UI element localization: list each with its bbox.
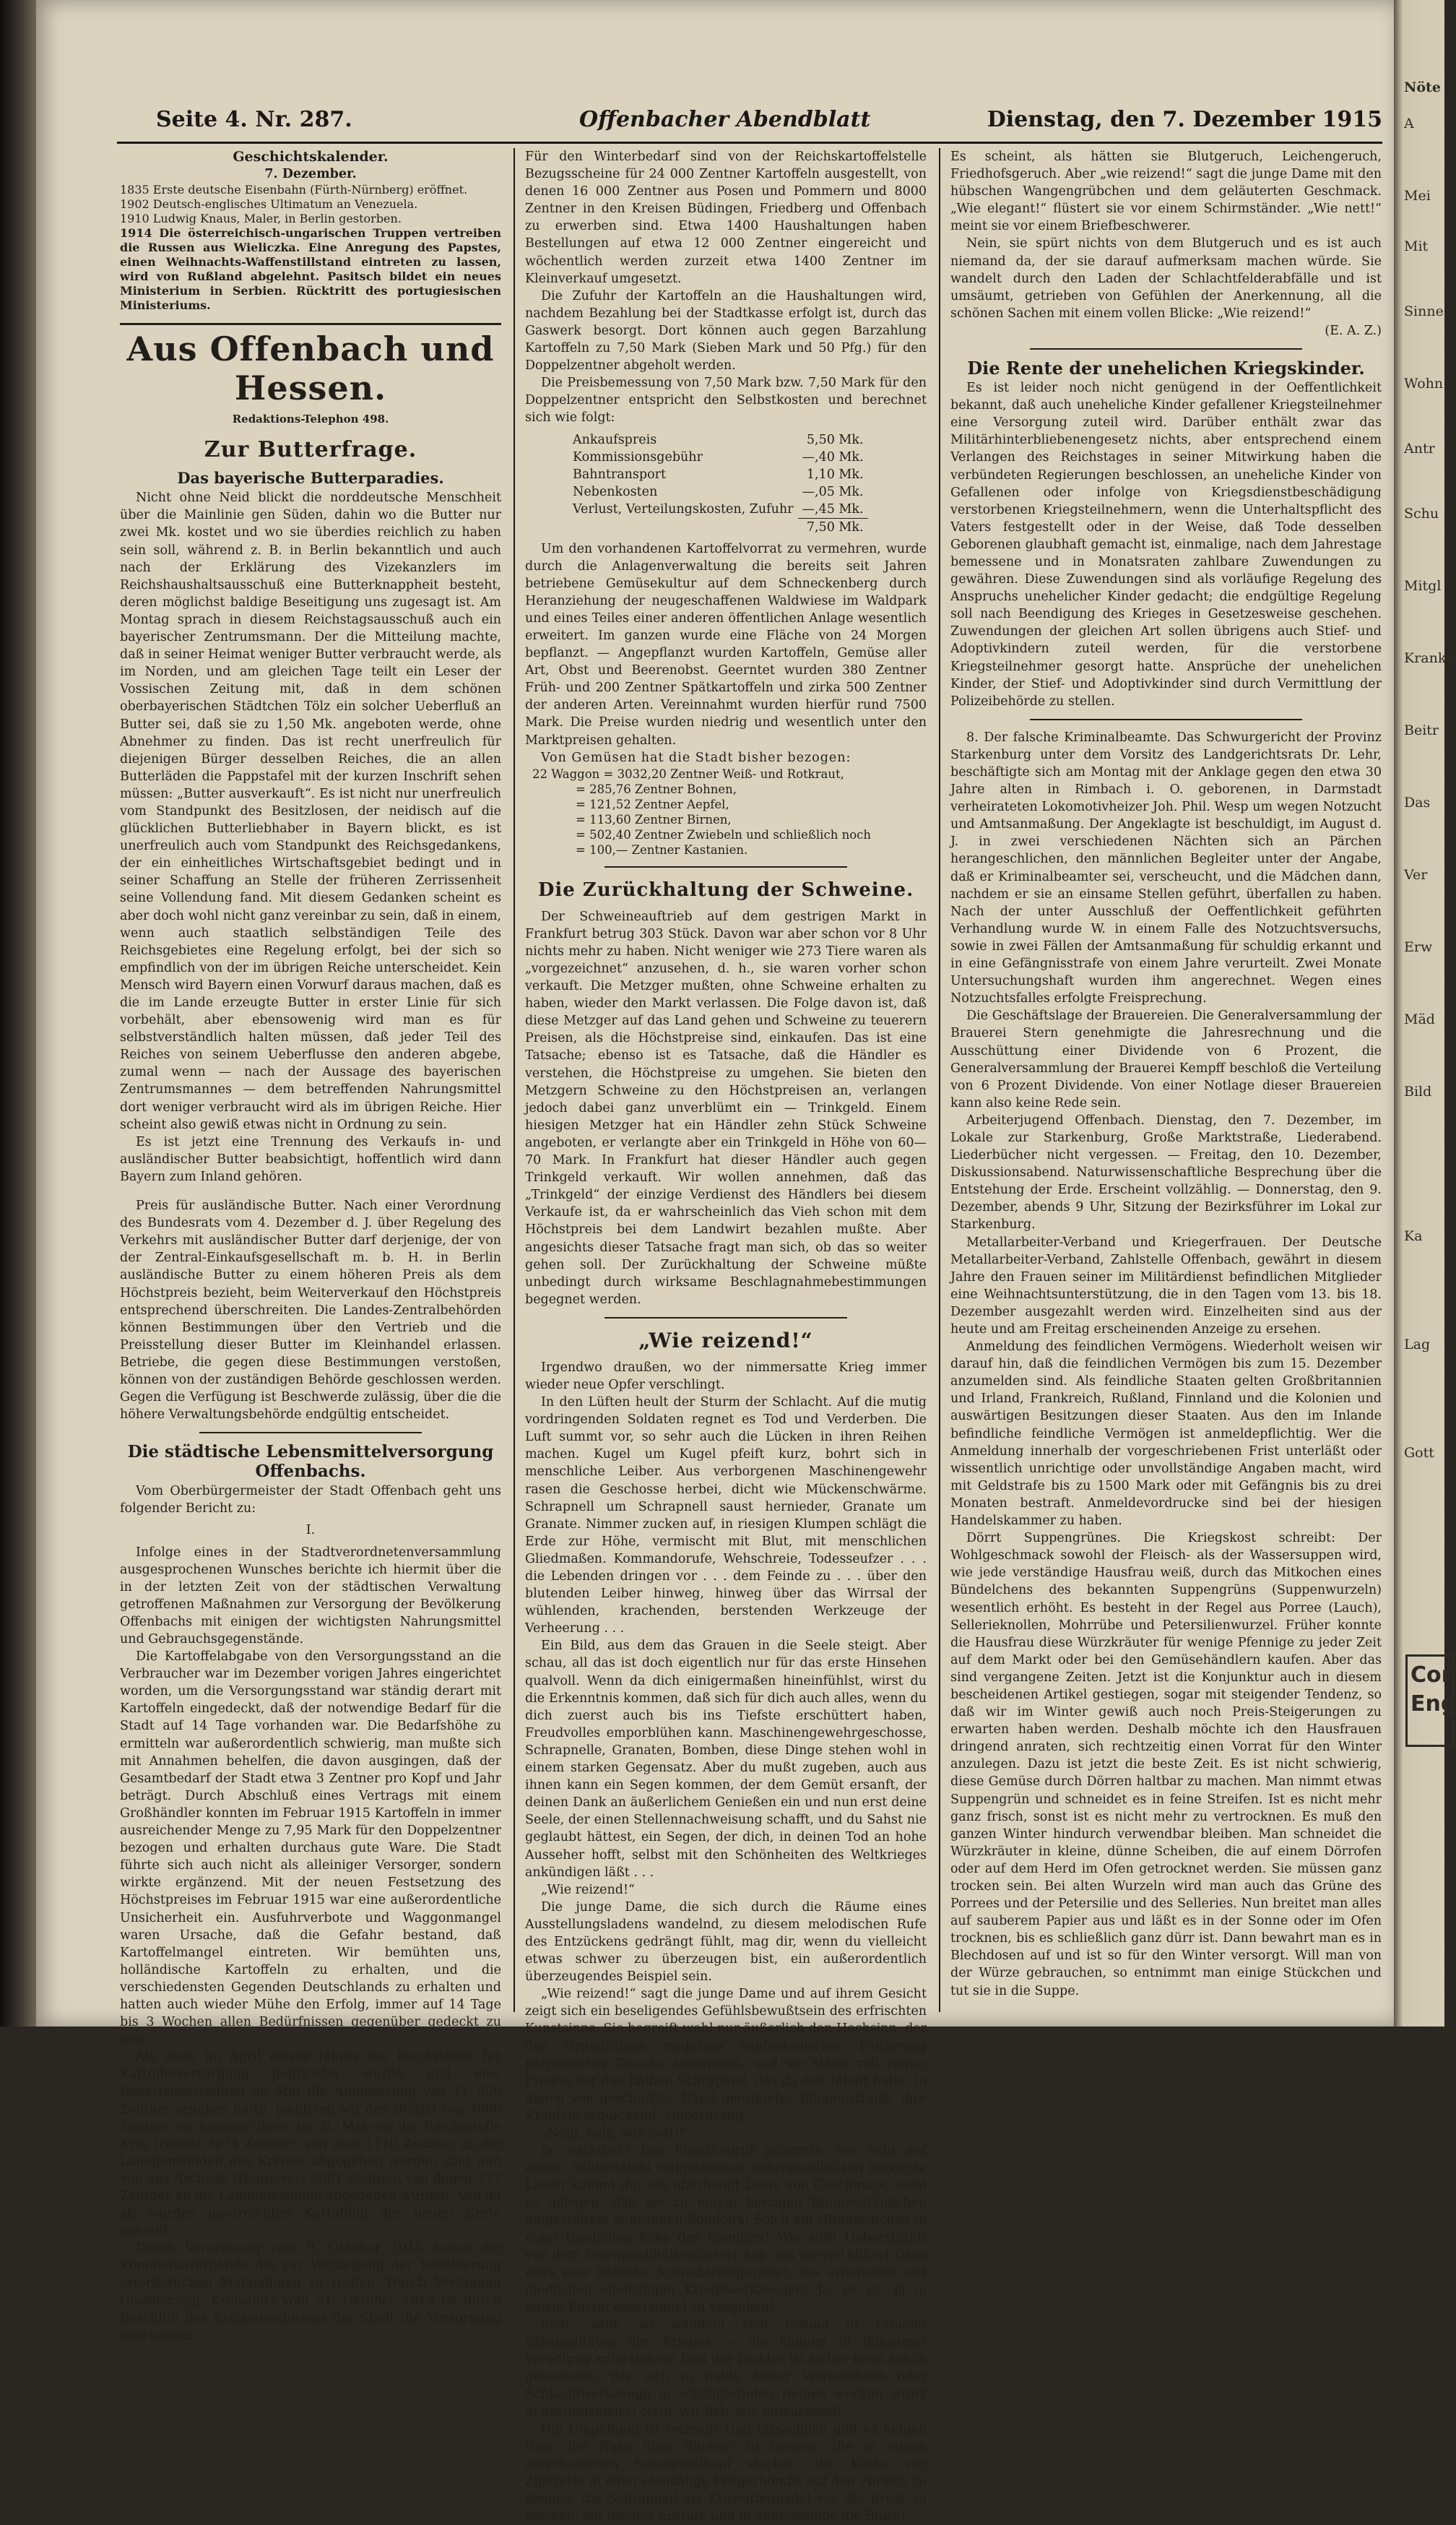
adjacent-page-edge — [1394, 0, 1456, 2027]
local-notice: Metallarbeiter-Verband und Kriegerfrauen. Der Deutsche Metallarbeiter-Verband, Zahlstelle Offenbach, gewährt in diesem Jahre den Frauen seiner im Militärdienst befindlichen Mitglieder eine Weihnachtsunterstützung, die in den Tagen vom 13. bis 18. Dezember ausgezahlt werden wird. Einzelheiten sind aus der heute und am Freitag erscheinenden Anzeige zu ersehen. — [950, 1235, 1382, 1337]
list-item: = 285,76 Zentner Bohnen, — [576, 782, 737, 796]
calendar-entry: 1914 Die österreichisch-ungarischen Truppen vertreiben die Russen aus Wieliczka. Eine Anregung des Papstes, einen Weihnachts-Waffenstillstand eintreten zu lassen, wird von Rußland abgelehnt. Pasitsch bildet ein neues Ministerium in Serbien. Rücktritt des portugiesischen Ministeriums. — [120, 226, 501, 313]
article-paragraph: Die junge Dame, die sich durch die Räume eines Ausstellungsladens wandelnd, zu diesem melodischen Rufe des Entzückens gedrängt fühlt, mag dir, wenn du vielleicht etwas schwer zu überzeugen bist, ein außerordentlich überzeugendes Beispiel sein. — [525, 1899, 927, 1985]
ad-text: Eng — [1410, 1691, 1456, 1717]
article-title-lebensmittel: Die städtische Lebensmittelversorgung Offenbachs. — [127, 1442, 494, 1482]
fragment-text: Lag — [1404, 1337, 1431, 1352]
cost-value: —,40 Mk. — [802, 449, 864, 465]
cost-table — [568, 431, 868, 536]
article-divider — [199, 1432, 422, 1433]
table-row — [568, 483, 868, 501]
local-notice: Anmeldung des feindlichen Vermögens. Wiederholt weisen wir darauf hin, daß die feindlichen Vermögen bis zum 15. Dezember anzumelden sind. Als feindliche Staaten gelten Großbritannien und Irland, Frankreich, Rußland, Finnland und die Kolonien und auswärtigen Besitzungen dieser Staaten. Aus den im Inlande befindliche feindliche Vermögen ist anmeldepflichtig. Wer die Anmeldung innerhalb der vorgeschriebenen Frist unterläßt oder wissentlich unrichtige oder unvollständige Angaben macht, wird mit Geldstrafe bis zu 1500 Mark oder mit Gefängnis bis zu drei Monaten bestraft. Anmeldevordrucke sind bei der hiesigen Handelskammer zu haben. — [950, 1339, 1382, 1529]
fragment-text: Das — [1404, 795, 1431, 811]
article-paragraph: Es ist leider noch nicht genügend in der Oeffentlichkeit bekannt, daß auch uneheliche Kinder gefallener Kriegsteilnehmer eine Versorgung zuteil wird. Darüber enthält zwar das Militärhinterbliebenengesetz nichts, aber entsprechend einem Verlangen des Reichstages in seiner Mitwirkung haben die verbündeten Regierungen beschlossen, an uneheliche Kinder von Gefallenen oder infolge von Kriegsdienstbeschädigung verstorbenen Kriegsteilnehmern, wenn die Unterhaltspflicht des Vaters festgestellt oder in der Weise, daß Tode desselben Geborenen glaubhaft gemacht ist, einmalige, nach dem Jahrestage bemessene und in Monatsraten zahlbare Zuwendungen zu gewähren. Diese Zuwendungen sind als vorläufige Regelung des Anspruchs unehelicher Kinder gedacht; die endgültige Regelung soll nach Beendigung des Krieges in Gesetzesweise geschehen. Zuwendungen der gleichen Art sollen übrigens auch Stief- und Adoptivkindern zuteil werden, für die verstorbene Kriegsteilnehmer gesorgt hatte. Ansprüche der unehelichen Kinder, der Stief- und Adoptivkinder sind durch Vermittlung der Polizeibehörde zu stellen. — [950, 381, 1382, 709]
section-title: Aus Offenbach und Hessen. — [126, 329, 495, 408]
cost-value: —,45 Mk. — [802, 501, 864, 517]
fragment-text: Sinne — [1404, 303, 1444, 319]
article-paragraph: Nein, sie spürt nichts von dem Blutgeruch und es ist auch niemand da, der sie darauf aufmerksam machen würde. Sie wandelt durch den Laden der Schlachtfelderabfälle und ist umsäumt, getrieben von Gefühlen der Anerkennung, all die schönen Sachen mit einem vollen Blicke: „Wie reizend!“ — [950, 236, 1382, 321]
fragment-text: Nöte — [1404, 79, 1441, 95]
advertisement-box — [1405, 1654, 1455, 1747]
article-divider — [604, 1317, 847, 1318]
list-item: = 100,— Zentner Kastanien. — [576, 842, 748, 857]
article-paragraph: Ja, natürlich! Der Kunstbegriff geformte, aus acht auf einem Schlachtfeld aufgelesenen Schrapnellhülsen erzeugte Lüster kommt ihr, wie überhaupt Leute von Geschmack, wohl so gelegen, daß sie zu einem herzigen Blumenständchen umgestaltete Schrapnell-Boudoirs! Solch ein Nipptischchen in einer traulichen Ecke des Boudoirs! Wie süß! Ueberstrahlt von dem Schrapnellhülsenlüster! Ach, um wieviel süßer! Dazu etwa eine hübsche Schreibtischgarnitur, aus erhabenen und niedlichen ehemaligen Kriegswerkzeugen! Ja, es ist, ja in einem Entzückenstaumel zu vergehen! — [525, 2144, 927, 2315]
column-divider — [514, 148, 515, 2012]
table-row — [568, 449, 868, 466]
fragment-text: Schu — [1404, 506, 1439, 522]
cost-value: —,05 Mk. — [802, 484, 864, 499]
article-paragraph: Preis für ausländische Butter. Nach einer Verordnung des Bundesrats vom 4. Dezember d. J. über Regelung des Verkehrs mit ausländischer Butter darf derjenige, der von der Zentral-Einkaufsgesellschaft m. b. H. in Berlin ausländische Butter zu einem höheren Preis als dem Höchstpreis bezieht, beim Weiterverkauf den Höchstpreis entsprechend überschreiten. Die Landes-Zentralbehörden können Bestimmungen über den Vertrieb und die Preisstellung dieser Butter im Kleinhandel erlassen. Betriebe, die gegen diese Bestimmungen verstoßen, können von der zuständigen Behörde geschlossen werden. Gegen die Verfügung ist Beschwerde zulässig, über die die höhere Verwaltungsbehörde endgültig entscheidet. — [120, 1199, 501, 1423]
article-paragraph: Von Gemüsen hat die Stadt bisher bezogen: — [541, 750, 852, 765]
fragment-text: Gott — [1404, 1445, 1434, 1461]
calendar-entry: 1835 Erste deutsche Eisenbahn (Fürth-Nürnberg) eröffnet. — [120, 183, 468, 197]
calendar-date: 7. Dezember. — [264, 167, 357, 182]
section-roman-numeral: I. — [306, 1523, 316, 1538]
list-item: = 502,40 Zentner Zwiebeln und schließlich noch — [576, 827, 871, 842]
article-subtitle-butter: Das bayerische Butterparadies. — [177, 469, 444, 488]
fragment-text: A — [1404, 116, 1414, 131]
column-right — [950, 148, 1382, 2016]
section-rule — [120, 323, 501, 325]
cost-total: 7,50 Mk. — [798, 518, 868, 536]
calendar-entry: 1910 Ludwig Knaus, Maler, in Berlin gestorben. — [120, 212, 402, 226]
article-paragraph: Für den Winterbedarf sind von der Reichskartoffelstelle Bezugsscheine für 24 000 Zentner Kartoffeln ausgestellt, von denen 16 000 Zentner aus Posen und Pommern und 8000 Zentner in den Kreisen Büdingen, Friedberg und Offenbach zu erwerben sind. Etwa 1400 Haushaltungen haben Bestellungen auf etwa 12 000 Zentner eingereicht und wöchentlich werden zurzeit etwa 1400 Zentner im Kleinverkauf umgesetzt. — [525, 150, 927, 286]
column-middle — [525, 148, 927, 2524]
local-notice: Die Geschäftslage der Brauereien. Die Generalversammlung der Brauerei Stern genehmigte die Jahresrechnung und die Ausschüttung einer Dividende von 6 Prozent, die Generalversammlung der Brauerei Kempff beschloß die Verteilung von 6 Prozent Dividende. Von einer Notlage dieser Brauereien kann also keine Rede sein. — [950, 1009, 1382, 1110]
page-number: Seite 4. Nr. 287. — [156, 107, 352, 132]
fragment-text: Antr — [1404, 441, 1435, 457]
local-notice: Dörrt Suppengrünes. Die Kriegskost schreibt: Der Wohlgeschmack sowohl der Fleisch- als der Wassersuppen wird, wie jede verständige Hausfrau weiß, durch das Mitkochen eines Bündelchens des bekannten Suppengrüns (Suppenwurzeln) wesentlich erhöht. Es besteht in der Regel aus Porree (Lauch), Sellerieknollen, Mohrrübe und Petersilienwurzel. Früher konnte die Hausfrau diese Würzkräuter für wenige Pfennige zu jeder Zeit auf dem Markt oder bei den Gemüsehändlern kaufen. Aber das sind vergangene Zeiten. Jetzt ist die Konjunktur auch in diesem bescheidenen Artikel gestiegen, sogar mit steigender Tendenz, so daß wir im Winter gewiß auch noch Preis-Steigerungen zu erwarten haben werden. Deshalb möchte ich den Hausfrauen dringend anraten, sich rechtzeitig einen Vorrat für den Winter anzulegen. Dazu ist jetzt die beste Zeit. Es ist nicht schwierig, diese Gemüse durch Dörren haltbar zu machen. Man nimmt etwas Suppengrün und schneidet es in feine Streifen. Ist es nicht mehr ganz frisch, sonst ist es nicht mehr zu vertrocknen. Es muß den ganzen Winter hindurch verwendbar bleiben. Man schneidet die Würzkräuter in kleine, dünne Scheiben, die auf einem Dörrofen oder auf dem Herd im Ofen getrocknet werden. Sie müssen ganz trocken sein. Bei alten Wurzeln wird man auch das Grüne des Porrees und der Petersilie und des Selleries. Nun breitet man alles auf sauberem Papier aus und läßt es in der Sonne oder im Ofen trocknen, bis es schließlich ganz dürr ist. Dann bewahrt man es in Blechdosen auf und ist so für den Winter versorgt. Will man von der Würze gebrauchen, so entnimmt man einige Stückchen und tut sie in die Suppe. — [950, 1531, 1382, 1998]
fragment-text: Bild — [1404, 1084, 1432, 1100]
fragment-text: Mit — [1404, 238, 1429, 254]
cost-value: 5,50 Mk. — [806, 432, 864, 447]
article-signature: (E. A. Z.) — [1325, 323, 1382, 338]
article-paragraph: Ein Bild, aus dem das Grauen in die Seele steigt. Aber schau, all das ist doch eigentlich nur für das erste Hinsehen qualvoll. Wenn da dich einigermaßen hineinfühlst, wirst du die Erkenntnis kommen, daß sich für dich auch alles, wenn du dich zuerst auch bis ins Tiefste erschüttert haben, Freudvolles emporblühen kann. Maschinengewehrgeschosse, Schrapnelle, Granaten, Bomben, diese Dinge stehen wohl in einem starken Gegensatz. Aber du mußt zugeben, auch aus ihnen kann ein Segen kommen, der dem Gemüt ersanft, der deinen Dank an äußerlichem Genießen ein und nun erst deine Seele, der einen Stellennachweisung schafft, und du Sahst nie geglaubt hättest, ein Segen, der dich, in deinen Tod an hohe Ausseher hofft, selbst mit den Schönheiten des Weltkrieges ankündigen läßt . . . — [525, 1639, 927, 1880]
article-paragraph: Als dann im April dieses Jahres die Reichsstelle für Kartoffelversorgung gegründet wurde und eine Bedarfsfeststellung im Mai die Anforderung von 11 500 Zentner ergeben hatte, meldeten wir den Bedarf von 7000 Zentner an, bezogen dann am 31. Mai von der Reichsstelle Krin (Posen) 3974 Zentner, von dem 1110 Zentner an die Landgemeinden des Kreises abgegeben worden sind und von aus Aschede (Hannover) 5081 Zentner, von denen 777 Zentner an die Landgemeinden abgegeben wurden. Von da ab wurden unerreichten Kartoffeln der neuen Ernte gekauft. — [120, 2050, 501, 2239]
article-paragraph: In den Lüften heult der Sturm der Schlacht. Auf die mutig vordringenden Soldaten regnet es Tod und Verderben. Die Luft summt vor, so sehr auch die Lücken in ihren Reihen machen. Kugel um Kugel pfeift kurz, bohrt sich in menschliche Leiber. Aus verborgenen Maschinengewehr rasen die Geschosse herbei, dicht wie Mückenschwärme. Schrapnell um Schrapnell saust hernieder, Granate um Granate. Nimmer zucken auf, in riesigen Klumpen schlägt die Erde zur Höhe, vermischt mit Blut, mit menschlichen Gliedmaßen. Kommandorufe, Wehschreie, Todesseufzer . . . die Lebenden dringen vor . . . dem Feinde zu . . . über den blutenden Leiber hinweg, hinweg über das Wirrsal der wühlenden, krachenden, berstenden Werkzeuge der Verheerung . . . — [525, 1395, 927, 1636]
page-header — [127, 107, 1382, 137]
header-rule — [117, 142, 1382, 144]
article-paragraph: Irgendwo draußen, wo der nimmersatte Krieg immer wieder neue Opfer verschlingt. — [525, 1360, 927, 1392]
article-lead: Vom Oberbürgermeister der Stadt Offenbach geht uns folgender Bericht zu: — [120, 1484, 501, 1516]
article-paragraph: Es scheint, als hätten sie Blutgeruch, Leichengeruch, Friedhofsgeruch. Aber „wie reizend!“ sagt die junge Dame mit den hübschen Wangengrübchen und dem geläuterten Geschmack. „Wie elegant!“ flüstert sie vor einem Schirmständer. „Wie nett!“ meint sie vor einem Briefbeschwerer. — [950, 150, 1382, 234]
ad-text: Cor — [1410, 1662, 1452, 1688]
newspaper-title: Offenbacher Abendblatt — [579, 107, 871, 132]
table-row — [568, 431, 868, 449]
local-notice: Arbeiterjugend Offenbach. Dienstag, den 7. Dezember, im Lokale zur Starkenburg, Große Marktstraße, Liederabend. Liederbücher nicht vergessen. — Freitag, den 10. Dezember, Diskussionsabend. Naturwissenschaftliche Besprechung über die Entstehung der Erde. Erscheint vollzählig. — Donnerstag, den 9. Dezember, abends 9 Uhr, Sitzung der Bezirksführer im Lokal zur Starkenburg. — [950, 1113, 1382, 1233]
article-paragraph: Infolge eines in der Stadtverordnetenversammlung ausgesprochenen Wunsches berichte ich hiermit über die in der letzten Zeit von der städtischen Verwaltung getroffenen Maßnahmen zur Versorgung der Bevölkerung Offenbachs mit einigen der wichtigsten Nahrungsmittel und Gebrauchsgegenstände. — [120, 1545, 501, 1646]
list-item: = 121,52 Zentner Aepfel, — [576, 797, 729, 811]
vegetable-list — [525, 767, 927, 858]
article-paragraph: Die Umgebung ist reizend! Und tatsächlich gibt es keinen Reiz, die Nase über Blumen zu beugen, die in einem zerschossenen Schrapnellkopf stecken, die Küche zur Zigarette in einer ehemalige Fliegerbombe auf den Pfirsich zu steigen, die Schrapnell als Krawattennadel vor die Brust zu stecken, ein fesches Kostüm und in anheimelnde die Bluse! — [525, 2422, 927, 2524]
column-left — [120, 148, 501, 2343]
table-row — [568, 518, 868, 536]
table-row — [568, 466, 868, 483]
article-paragraph: Sieh, seht, so wandeln sich Greuel in Freude! Erbsmalitäten des Krieges — die können in feinsamer Veredlung auferstehen! Und der Dichter ist sicher nicht schön gekommen, der sich in Bälde dieser Werkmünzen oder Schlachtwerkzeuge in schimmernden Reihen wecken wird? Schachtelspieler! Nein, wir lieb, wie entzückend! — [525, 2318, 927, 2420]
article-title-schweine: Die Zurückhaltung der Schweine. — [537, 879, 914, 901]
fragment-text: Mitgl — [1404, 578, 1442, 594]
list-item: = 113,60 Zentner Birnen, — [576, 812, 732, 826]
editorial-phone: Redaktions-Telephon 498. — [232, 413, 389, 426]
cost-label: Ankaufspreis — [573, 432, 657, 447]
article-title-rente: Die Rente der unehelichen Kriegskinder. — [967, 358, 1365, 379]
fragment-text: Mei — [1404, 188, 1431, 204]
cost-value: 1,10 Mk. — [806, 467, 864, 482]
article-paragraph: „Wie reizend!“ sagt die junge Dame und auf ihrem Gesicht zeigt sich ein beseligendes Gefühlsbewußtsein des erfrischten Kunstsinns. Sie begreift wohl nur äußerlich den Hochsinn, der den Grundsätzen moderner kaufmännischer Förderung patriotischer Zwecke innewohnt, und sie stand voll reiner Freude vor den halben Schrapnell, das da den Inhalt hatte, in denen von geschickter Hand geordneter Blumenstrauß, ihre Kraglein erquickend, empordrang. — [525, 1987, 927, 2123]
article-paragraph: Die Kartoffelabgabe von den Versorgungsstand an die Verbraucher war im Dezember vorigen Jahres eingerichtet worden, um die Versorgungsstand war ständig derart mit Kartoffeln eingedeckt, daß der notwendige Bedarf für die Stadt auf 14 Tage vorhanden war. Die Bedarfshöhe zu ermitteln war außerordentlich schwierig, man mußte sich mit Annahmen behelfen, die davon ausgingen, daß der Gesamtbedarf der Stadt etwa 3 Zentner pro Kopf und Jahr beträgt. Durch Abschluß eines Vertrags mit einem Großhändler konnten im Februar 1915 Kartoffeln in immer ausreichender Menge zu 7,95 Mark für den Doppelzentner bezogen und erhalten durchaus gute Ware. Die Stadt führte sich auch nicht als alleiniger Versorger, sondern wirkte ergänzend. Mit der neuen Festsetzung des Höchstpreises im Februar 1915 war eine außerordentliche Unsicherheit ein. Ausfuhrverbote und Waggonmangel waren Ursache, daß die Gefahr bestand, daß Kartoffelmangel eintreten. Wir bemühten uns, holländische Kartoffeln zu erhalten, und die verschiedensten Gegenden Deutschlands zu erhalten und hatten auch wieder Mühe den Erfolg, immer auf 14 Tage bis 3 Wochen allen Bedürfnissen gegenüber gedeckt zu sein. — [120, 1649, 501, 2047]
article-divider — [604, 866, 847, 868]
article-paragraph: „Wie reizend!“ — [541, 1882, 635, 1897]
fragment-text: Erw — [1404, 939, 1433, 955]
article-paragraph: „Nein, nein, wie nett!“ — [541, 2126, 686, 2141]
article-divider — [1030, 719, 1302, 720]
cost-label: Verlust, Verteilungskosten, Zufuhr — [573, 501, 794, 517]
article-divider — [1030, 348, 1302, 350]
fragment-text: Wohn — [1404, 376, 1444, 392]
table-row — [568, 501, 868, 519]
article-paragraph: Um den vorhandenen Kartoffelvorrat zu vermehren, wurde durch die Anlagenverwaltung die bereits seit Jahren betriebene Gemüsekultur auf dem Schneckenberg durch Heranziehung der neugeschaffenen Waldwiese im Waldpark und eines Teiles einer anderen öffentlichen Anlage wesentlich erweitert. Im ganzen wurde eine Fläche von 24 Morgen bepflanzt. — Angepflanzt wurden Kartoffeln, Gemüse aller Art, Obst und Beerenobst. Geerntet wurden 380 Zentner Früh- und 200 Zentner Spätkartoffeln und zirka 500 Zentner der anderen Arten. Vereinnahmt wurden hierfür rund 7500 Mark. Die Preise wurden niedrig und wesentlich unter den Marktpreisen gehalten. — [525, 541, 927, 748]
article-title-reizend: „Wie reizend!“ — [638, 1328, 813, 1352]
cost-label: Bahntransport — [573, 467, 667, 482]
fragment-text: Mäd — [1404, 1011, 1435, 1027]
book-spine — [0, 0, 36, 2027]
article-paragraph: Durch Verordnung vom 9. Oktober 1915 haben die Kommunalverbände die zur Versorgung der Bevölkerung erforderlichen Maßnahmen zu treffen. Durch Verfügung Großherzogl. Kreisamts vom 21. Oktober 1915 ist durch Beschluß des Kreisausschusses der Stadt die Versorgung übertragen. — [120, 2241, 501, 2343]
article-paragraph: Die Zufuhr der Kartoffeln an die Haushaltungen wird, nachdem Bezahlung bei der Stadtkasse erfolgt ist, durch das Gaswerk besorgt. Dort können auch gegen Barzahlung Kartoffeln zu 7,50 Mark (Sieben Mark und 50 Pfg.) für den Doppelzentner abgeholt werden. — [525, 288, 927, 374]
article-paragraph: Es ist jetzt eine Trennung des Verkaufs in- und ausländischer Butter beabsichtigt, hoffentlich wird dann Bayern zum Inland gehören. — [120, 1134, 501, 1184]
calendar-entries — [120, 183, 501, 313]
cost-label: Kommissionsgebühr — [573, 449, 703, 465]
calendar-title: Geschichtskalender. — [233, 149, 389, 165]
local-notice: 8. Der falsche Kriminalbeamte. Das Schwurgericht der Provinz Starkenburg unter dem Vorsitz des Landgerichtsrats Dr. Lehr, beschäftigte sich am Montag mit der Anklage gegen den etwa 30 Jahre alten in Rimbach i. O. geborenen, in Darmstadt verheirateten Lokomotivheizer Joh. Phil. Wesp um wegen Notzucht und Amtsanmaßung. Der Angeklagte ist beschuldigt, im August d. J. in zwei verschiedenen Nächten sich an Pärchen herangeschlichen, den männlichen Begleiter unter der Angabe, daß er Kriminalbeamter sei, verscheucht, und die Mädchen dann, nachdem er sie an einsame Stellen geführt, überfallen zu haben. Nach der unter Ausschluß der Oeffentlichkeit geführten Verhandlung wurde W. in einem Falle des Notzuchtsversuchs, sowie in zwei Fällen der Amtsanmaßung für schuldig erkannt und in eine Gefängnisstrafe von einem Jahre verurteilt. Zwei Monate Untersuchungshaft wurden ihm angerechnet. Wegen eines Notzuchtsfalles erfolgte Freisprechung. — [950, 730, 1382, 1006]
article-paragraph: Der Schweineauftrieb auf dem gestrigen Markt in Frankfurt betrug 303 Stück. Davon war aber schon vor 8 Uhr nichts mehr zu haben. Nicht weniger wie 273 Tiere waren als „vorgezeichnet“ anzusehen, d. h., sie waren vorher schon verkauft. Die Metzger mußten, ohne Schweine erhalten zu haben, wieder den Markt verlassen. Die Folge davon ist, daß diese Metzger auf das Land gehen und Schweine zu teuerern Preisen, als die Höchstpreise sind, einkaufen. Das ist eine Tatsache; ebenso ist es Tatsache, daß die Händler es verstehen, die Höchstpreise zu umgehen. Sie bieten den Metzgern Schweine zu den Höchstpreisen an, verlangen jedoch dabei ganz unverblümt ein — Trinkgeld. Einem hiesigen Metzger hat ein Händler zehn Stück Schweine angeboten, er verlangte aber ein Trinkgeld in Höhe von 60—70 Mark. In Frankfurt hat dieser Händler auch gegen Trinkgeld verkauft. Wir wollen annehmen, daß das „Trinkgeld“ der einzige Verdienst des Händlers bei diesem Verkaufe ist, da er wahrscheinlich das Vieh schon mit dem Höchstpreis bei dem Landwirt bezahlen mußte. Aber angesichts dieser Tatsache fragt man sich, ob das so weiter gehen soll. Der Zurückhaltung der Schweine müßte unbedingt durch wirksame Beschlagnahmebestimmungen begegnet werden. — [525, 909, 927, 1307]
issue-date: Dienstag, den 7. Dezember 1915 — [987, 107, 1382, 132]
column-divider — [939, 148, 940, 2012]
fragment-text: Ka — [1404, 1228, 1423, 1244]
calendar-entry: 1902 Deutsch-englisches Ultimatum an Venezuela. — [120, 197, 418, 212]
newspaper-page — [36, 0, 1394, 2524]
fragment-text: Kranke — [1404, 650, 1455, 666]
article-paragraph: Die Preisbemessung von 7,50 Mark bzw. 7,50 Mark für den Doppelzentner entspricht den Selbstkosten und berechnet sich wie folgt: — [525, 376, 927, 426]
fragment-text: Ver — [1404, 867, 1428, 883]
article-paragraph: Nicht ohne Neid blickt die norddeutsche Menschheit über die Mainlinie gen Süden, dahin wo die Butter nur zwei Mk. kostet und wo sie überdies reichlich zu haben sein soll, während z. B. in Berlin bekanntlich und auch nach der Erklärung des Vizekanzlers im Reichshaushaltsausschuß eine Butterknappheit besteht, deren möglichst baldige Beseitigung uns zugesagt ist. Am Montag sprach in diesem Reichstagsausschuß auch ein bayerischer Zentrumsmann. Der die Mitteilung machte, daß in seiner Heimat weniger Butter verbraucht werde, als im Norden, und am gleichen Tage teilt ein Leser der Vossischen Zeitung mit, daß in dem schönen oberbayerischen Städtchen Tölz ein solcher Ueberfluß an Butter sei, daß sie zu 1,50 Mk. angeboten werde, ohne Abnehmer zu finden. Das ist recht unerfreulich für diejenigen Bürger desselben Reiches, die an allen Butterläden die Pappstafel mit der kurzen Inschrift sehen müssen: „Butter ausverkauft“. Es ist nicht nur unerfreulich vom Standpunkt des Besitzlosen, der neidisch auf die glücklichen Butterliebhaber in Bayern blickt, es ist unerfreulich auch vom Standpunkt des Reichsgedankens, der ein einheitliches Wirtschaftsgebiet bedingt und in seiner Schaffung an Stelle der früheren Zerrissenheit seine Vollendung fand. Mit diesem Gedanken scheint es aber doch wohl nicht ganz vereinbar zu sein, daß in einem, wenn auch staatlich selbständigen Teile des Reichsgebietes eine Regelung erfolgt, bei der sich so empfindlich von der im übrigen Reiche unterscheidet. Kein Mensch wird Bayern einen Vorwurf daraus machen, daß es die im Lande erzeugte Butter in erster Linie für sich vorbehält, aber ebensowenig wird man es für selbstverständlich halten müssen, daß jeder Teil des Reiches von seinem Ueberflusse den anderen abgebe, zumal wenn — nach der Aussage des bayerischen Zentrumsmannes — dem betreffenden Nahrungsmittel dort weniger verbraucht wird als im übrigen Reiche. Hier scheint also gewiß etwas nicht in Ordnung zu sein. — [120, 491, 501, 1132]
list-item: 22 Waggon = 3032,20 Zentner Weiß- und Rotkraut, — [532, 767, 844, 781]
fragment-text: Beitr — [1404, 722, 1439, 738]
article-title-butter: Zur Butterfrage. — [204, 437, 417, 463]
cost-label: Nebenkosten — [573, 484, 658, 499]
